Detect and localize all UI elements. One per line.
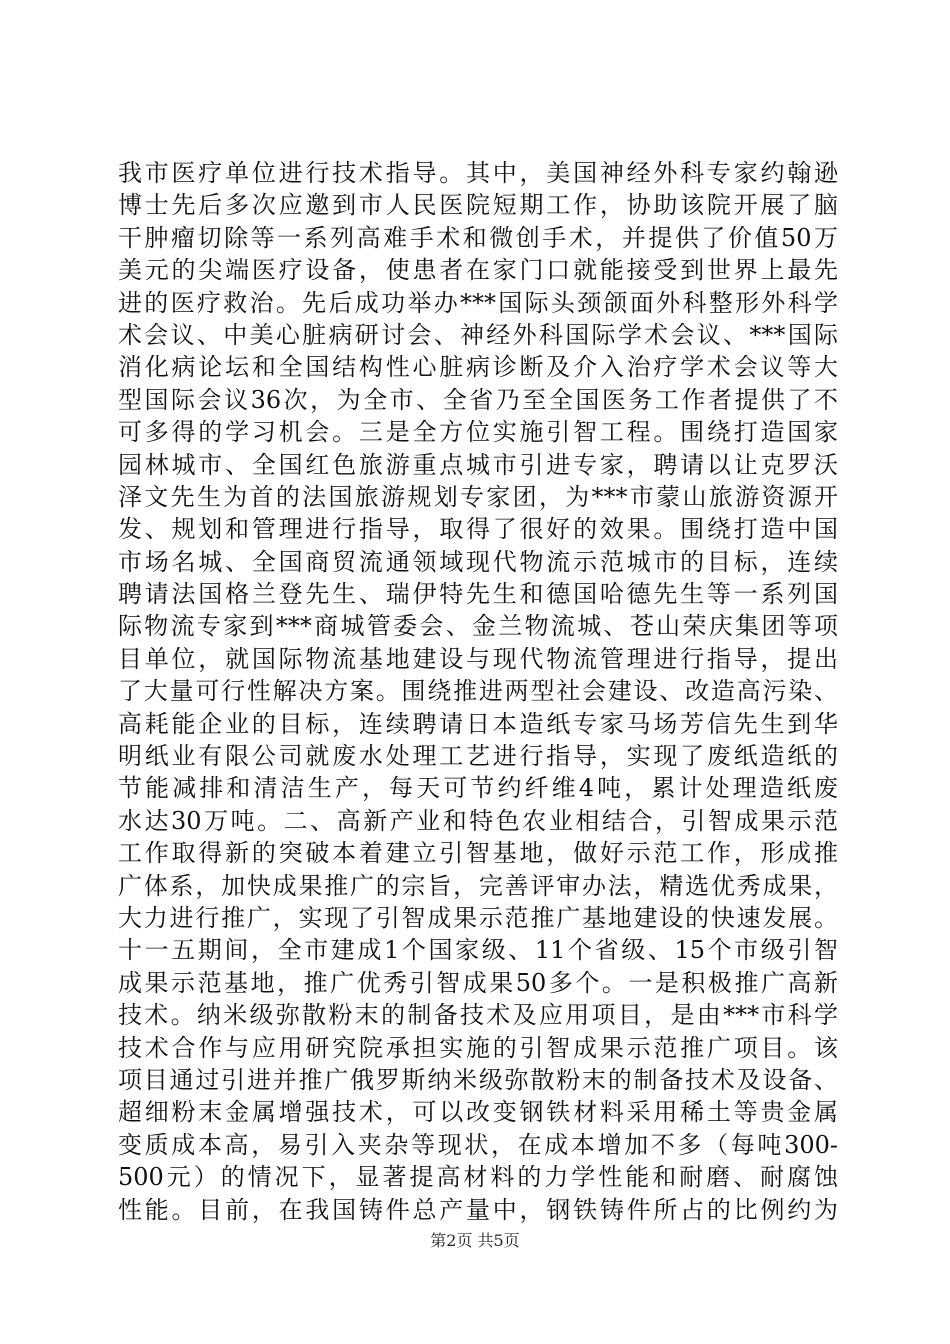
body-text-line: 术会议、中美心脏病研讨会、神经外科国际学术会议、***国际 [118,320,838,349]
body-text-line: 工作取得新的突破本着建立引智基地，做好示范工作，形成推 [118,839,838,868]
body-text-line: 可多得的学习机会。三是全方位实施引智工程。围绕打造国家 [118,418,838,447]
body-text-line: 节能减排和清洁生产，每天可节约纤维4吨，累计处理造纸废 [118,774,838,803]
body-text-line: 广体系，加快成果推广的宗旨，完善评审办法，精选优秀成果， [118,871,838,900]
body-text-line: 变质成本高，易引入夹杂等现状，在成本增加不多（每吨300- [118,1130,838,1159]
body-text-line: 了大量可行性解决方案。围绕推进两型社会建设、改造高污染、 [118,677,838,706]
body-text-line: 型国际会议36次，为全市、全省乃至全国医务工作者提供了不 [118,385,838,414]
body-text-line: 高耗能企业的目标，连续聘请日本造纸专家马场芳信先生到华 [118,709,838,738]
page-footer: 第2页 共5页 [430,1231,520,1250]
body-text-line: 市场名城、全国商贸流通领域现代物流示范城市的目标，连续 [118,547,838,576]
body-text-line: 聘请法国格兰登先生、瑞伊特先生和德国哈德先生等一系列国 [118,580,838,609]
document-body [118,157,838,1226]
body-text-line: 技术。纳米级弥散粉末的制备技术及应用项目，是由***市科学 [118,1001,838,1030]
body-text-line: 博士先后多次应邀到市人民医院短期工作，协助该院开展了脑 [118,191,838,220]
body-text-line: 性能。目前，在我国铸件总产量中，钢铁铸件所占的比例约为 [118,1195,838,1224]
body-text-line: 500元）的情况下，显著提高材料的力学性能和耐磨、耐腐蚀 [118,1163,838,1192]
body-text-line: 超细粉末金属增强技术，可以改变钢铁材料采用稀土等贵金属 [118,1098,838,1127]
body-text-line: 消化病论坛和全国结构性心脏病诊断及介入治疗学术会议等大 [118,353,838,382]
body-text-line: 大力进行推广，实现了引智成果示范推广基地建设的快速发展。 [118,903,838,932]
body-text-line: 泽文先生为首的法国旅游规划专家团，为***市蒙山旅游资源开 [118,482,838,511]
body-text-line: 美元的尖端医疗设备，使患者在家门口就能接受到世界上最先 [118,256,838,285]
body-text-line: 我市医疗单位进行技术指导。其中，美国神经外科专家约翰逊 [118,159,838,187]
body-text-line: 进的医疗救治。先后成功举办***国际头颈颌面外科整形外科学 [118,288,838,317]
body-text-line: 水达30万吨。二、高新产业和特色农业相结合，引智成果示范 [118,806,838,835]
body-text-line: 明纸业有限公司就废水处理工艺进行指导，实现了废纸造纸的 [118,742,838,771]
body-text-line: 园林城市、全国红色旅游重点城市引进专家，聘请以让克罗沃 [118,450,838,479]
body-text-line: 技术合作与应用研究院承担实施的引智成果示范推广项目。该 [118,1033,838,1062]
body-text-line: 干肿瘤切除等一系列高难手术和微创手术，并提供了价值50万 [118,223,838,252]
body-text-line: 成果示范基地，推广优秀引智成果50多个。一是积极推广高新 [118,968,838,997]
body-text-line: 发、规划和管理进行指导，取得了很好的效果。围绕打造中国 [118,515,838,544]
body-text-line: 项目通过引进并推广俄罗斯纳米级弥散粉末的制备技术及设备、 [118,1065,838,1094]
body-text-line: 十一五期间，全市建成1个国家级、11个省级、15个市级引智 [118,936,838,965]
body-text-line: 际物流专家到***商城管委会、金兰物流城、苍山荣庆集团等项 [118,612,838,641]
body-text-line: 目单位，就国际物流基地建设与现代物流管理进行指导，提出 [118,644,838,673]
